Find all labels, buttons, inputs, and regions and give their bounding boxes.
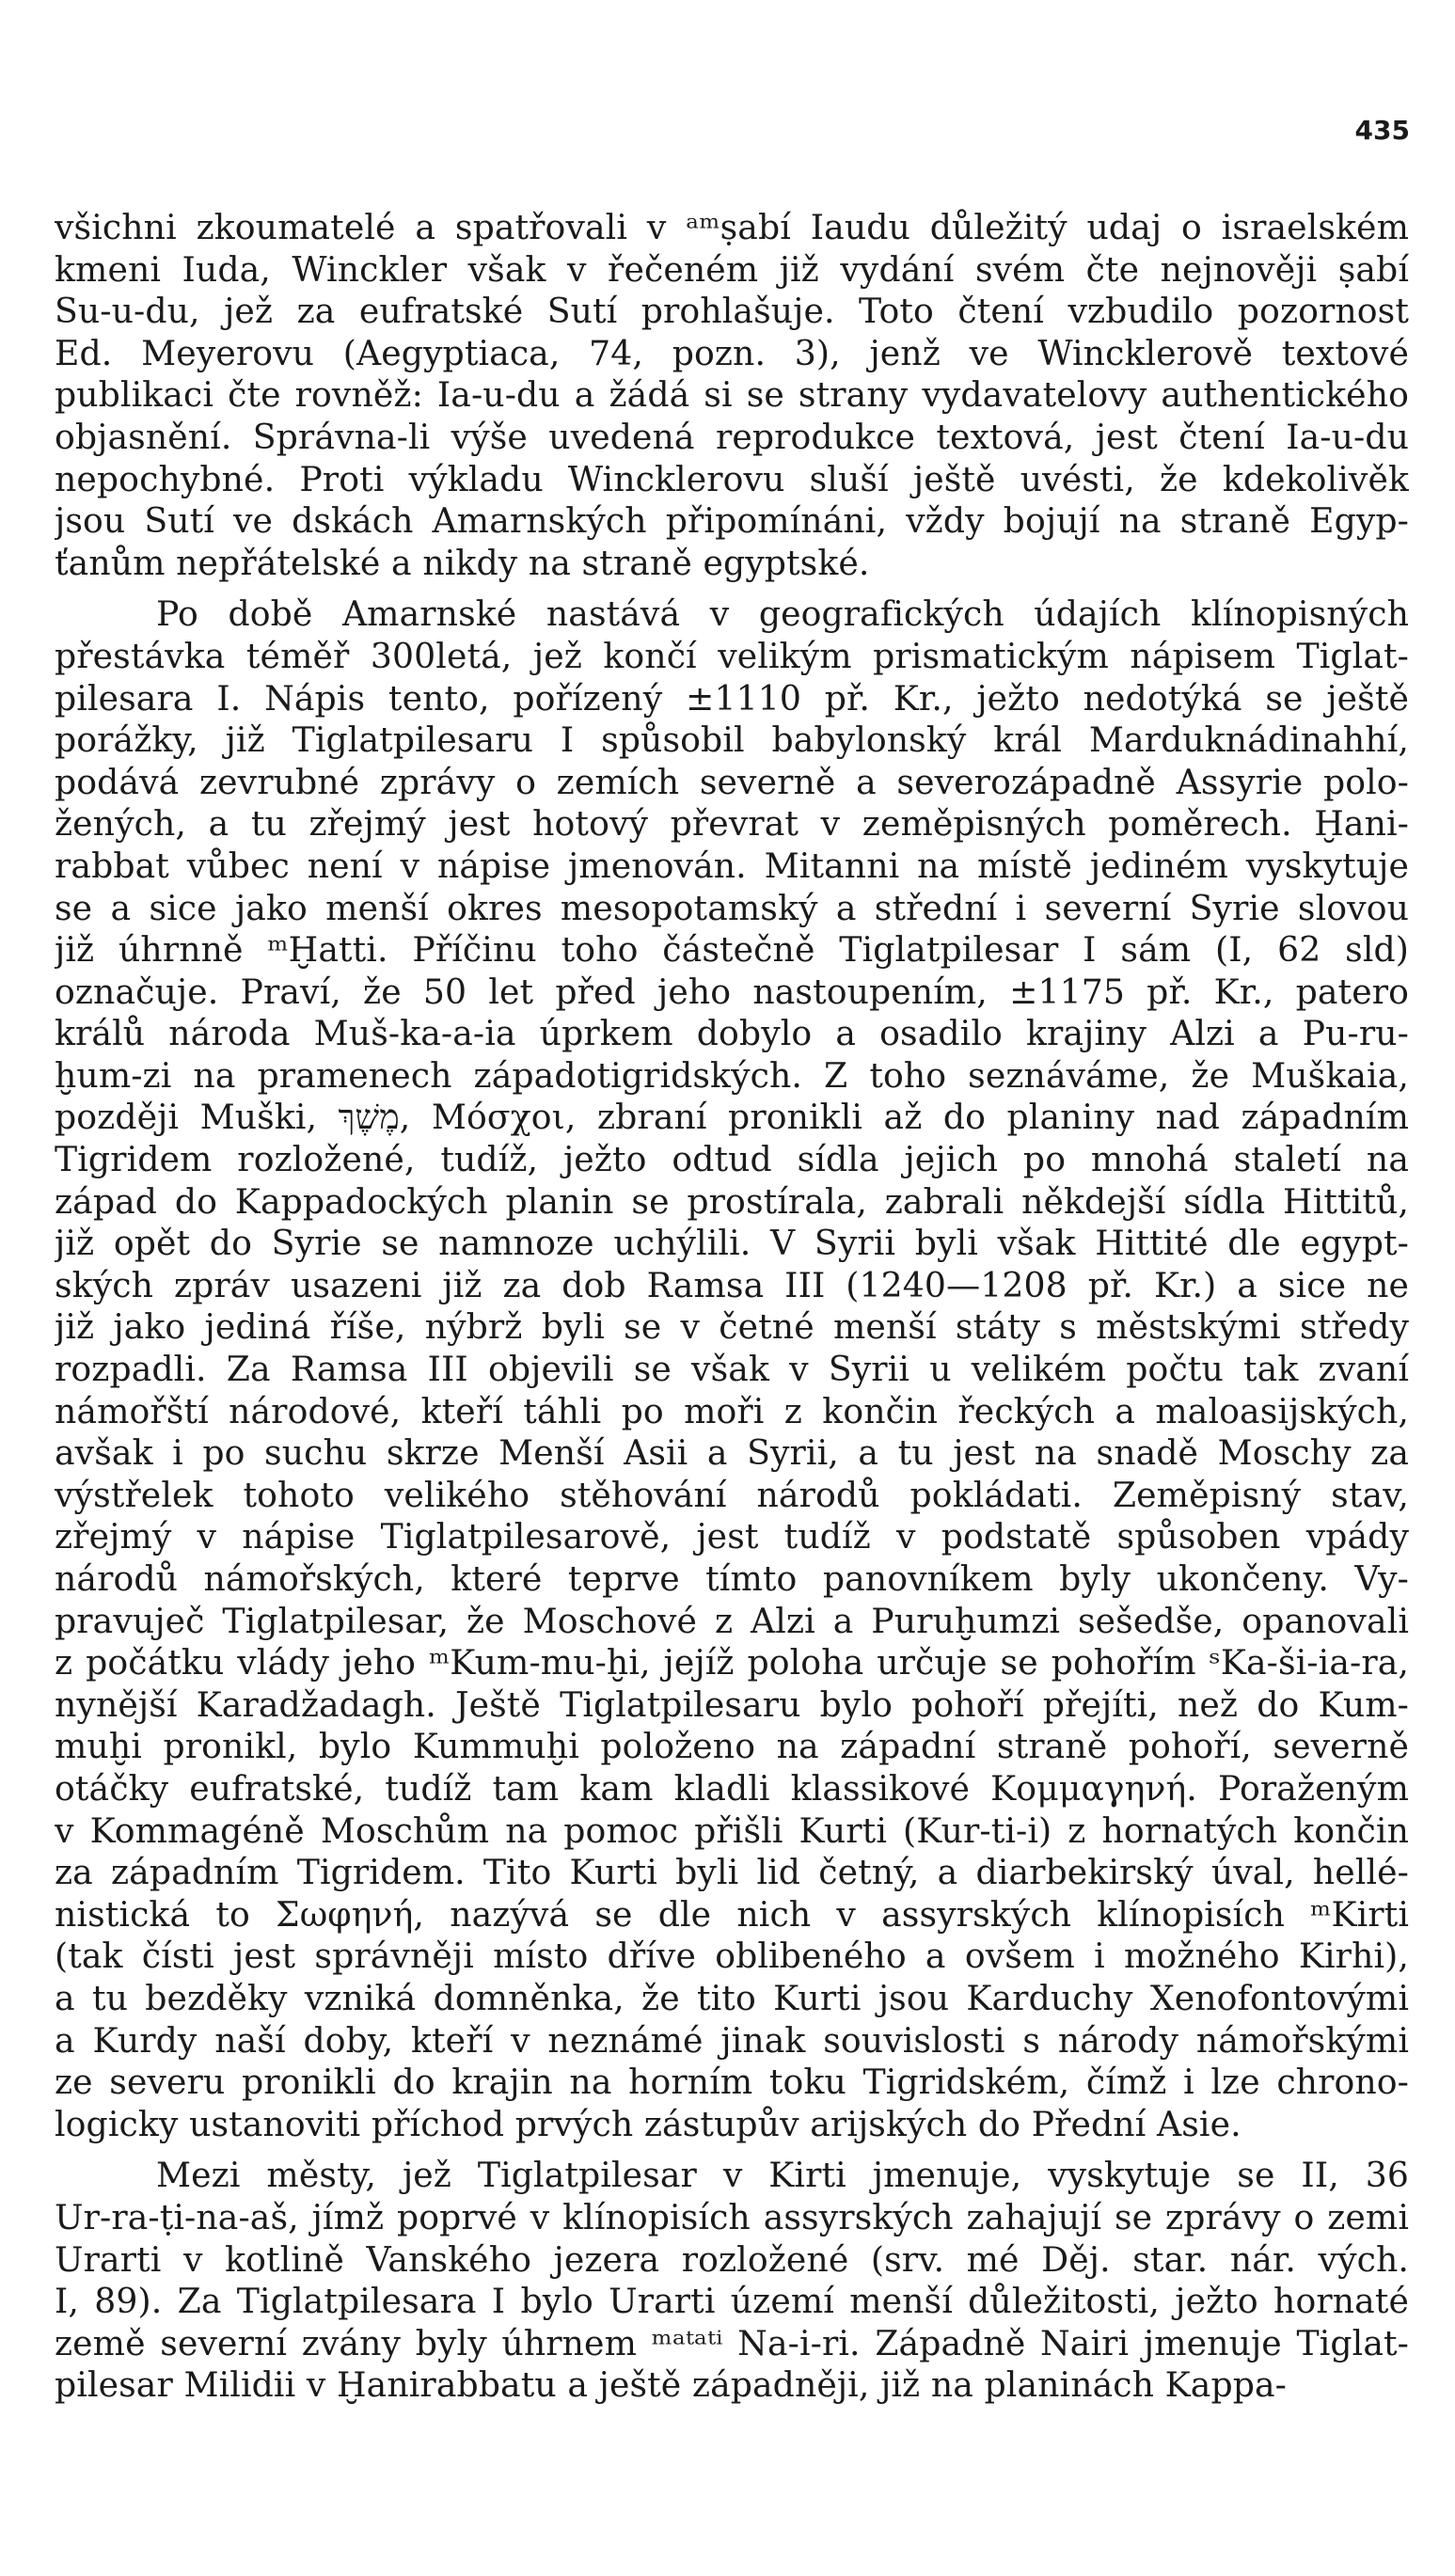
text-line: objasnění. Správna-li výše uvedená reprodukce textová, jest čtení Ia-u-du (55, 416, 1409, 457)
text-line: z počátku vlády jeho ᵐKum-mu-ḫi, jejíž poloha určuje se pohořím ˢKa-ši-ia-ra, (55, 1642, 1409, 1683)
text-line: Su-u-du, jež za eufratské Sutí prohlašuje. Toto čtení vzbudilo pozornost (55, 291, 1409, 332)
text-line: ských zpráv usazeni již za dob Ramsa III (1240—1208 př. Kr.) a sice ne (55, 1264, 1409, 1305)
text-line: výstřelek tohoto velikého stěhování národů pokládati. Zeměpisný stav, (55, 1474, 1409, 1515)
text-line: kmeni Iuda, Winckler však v řečeném již vydání svém čte nejnověji ṣabí (55, 248, 1409, 290)
text-line: již jako jediná říše, nýbrž byli se v četné menší státy s městskými středy (55, 1306, 1409, 1348)
text-line: (tak čísti jest správněji místo dříve oblibeného a ovšem i možného Kirhi), (55, 1936, 1409, 1977)
text-line: králů národa Muš-ka-a-ia úprkem dobylo a osadilo krajiny Alzi a Pu-ru- (55, 1013, 1409, 1054)
text-line: rozpadli. Za Ramsa III objevili se však v Syrii u velikém počtu tak zvaní (55, 1349, 1409, 1390)
text-line: pilesar Milidii v Ḫanirabbatu a ještě západněji, již na planinách Kappa- (55, 2364, 1288, 2406)
text-line: Ed. Meyerovu (Aegyptiaca, 74, pozn. 3), jenž ve Wincklerově textové (55, 332, 1409, 373)
text-line: ḫum-zi na pramenech západotigridských. Z toho seznáváme, že Muškaia, (55, 1054, 1409, 1096)
text-line: Mezi městy, jež Tiglatpilesar v Kirti jmenuje, vyskytuje se II, 36 (156, 2155, 1409, 2196)
text-line: již opět do Syrie se namnoze uchýlili. V Syrii byli však Hittité dle egypt- (55, 1223, 1409, 1264)
text-line: rabbat vůbec není v nápise jmenován. Mitanni na místě jediném vyskytuje (55, 845, 1409, 886)
paragraph-gap (55, 584, 1409, 593)
text-line: ze severu pronikli do krajin na horním toku Tigridském, čímž i lze chrono- (55, 2062, 1409, 2103)
text-line: otáčky eufratské, tudíž tam kam kladli klassikové Κομμαγηνή. Poraženým (55, 1767, 1409, 1809)
paragraph (55, 207, 1409, 584)
text-line: žených, a tu zřejmý jest hotový převrat v zeměpisných poměrech. Ḫani- (55, 803, 1409, 845)
text-line: nepochybné. Proti výkladu Wincklerovu sluší ještě uvésti, že kdekolivěk (55, 458, 1409, 499)
text-line: Ur-ra-ṭi-na-aš, jímž poprvé v klínopisích assyrských zahajují se zprávy o zemi (55, 2196, 1409, 2237)
text-line: pilesara I. Nápis tento, pořízený ±1110 př. Kr., ježto nedotýká se ještě (55, 677, 1409, 719)
body-text (55, 207, 1409, 2407)
text-line: jsou Sutí ve dskách Amarnských připomínáni, vždy bojují na straně Egyp- (55, 500, 1409, 542)
text-line: a tu bezděky vzniká domněnka, že tito Kurti jsou Karduchy Xenofontovými (55, 1977, 1409, 2018)
text-line: v Kommagéně Moschům na pomoc přišli Kurti (Kur-ti-i) z hornatých končin (55, 1810, 1409, 1851)
text-line: přestávka téměř 300letá, jež končí velikým prismatickým nápisem Tiglat- (55, 635, 1409, 676)
text-line: Urarti v kotlině Vanského jezera rozložené (srv. mé Děj. star. nár. vých. (55, 2238, 1409, 2280)
text-line: zřejmý v nápise Tiglatpilesarově, jest tudíž v podstatě spůsoben vpády (55, 1516, 1409, 1557)
text-line: logicky ustanoviti příchod prvých zástupův arijských do Přední Asie. (55, 2103, 1241, 2144)
text-line: I, 89). Za Tiglatpilesara I bylo Urarti území menší důležitosti, ježto hornaté (55, 2281, 1409, 2322)
text-line: podává zevrubné zprávy o zemích severně a severozápadně Assyrie polo- (55, 761, 1409, 802)
text-line: muḫi pronikl, bylo Kummuḫi položeno na západní straně pohoří, severně (55, 1726, 1409, 1767)
text-line: Po době Amarnské nastává v geografických údajích klínopisných (156, 593, 1409, 635)
text-line: se a sice jako menší okres mesopotamský a střední i severní Syrie slovou (55, 887, 1409, 928)
text-line: námořští národové, kteří táhli po moři z končin řeckých a maloasijských, (55, 1390, 1409, 1431)
text-line: pravuječ Tiglatpilesar, že Moschové z Alzi a Puruḫumzi sešedše, opanovali (55, 1600, 1409, 1641)
text-line: publikaci čte rovněž: Ia-u-du a žádá si se strany vydavatelovy authentického (55, 374, 1409, 416)
text-line: nynější Karadžadagh. Ještě Tiglatpilesaru bylo pohoří přejíti, než do Kum- (55, 1683, 1409, 1725)
text-line: všichni zkoumatelé a spatřovali v ᵃᵐṣabí Iaudu důležitý udaj o israelském (55, 207, 1409, 247)
text-line: země severní zvány byly úhrnem ᵐᵃᵗᵃᵗⁱ Na-i-ri. Západně Nairi jmenuje Tiglat- (55, 2322, 1409, 2363)
paragraph-gap (55, 2145, 1409, 2155)
text-line: západ do Kappadockých planin se prostírala, zabrali někdejší sídla Hittitů, (55, 1180, 1409, 1222)
text-line: a Kurdy naší doby, kteří v neznámé jinak souvislosti s národy námořskými (55, 2019, 1409, 2061)
text-line: ťanům nepřátelské a nikdy na straně egyptské. (55, 542, 870, 583)
text-line: nistická to Σωφηνή, nazývá se dle nich v assyrských klínopisích ᵐKirti (55, 1893, 1409, 1935)
text-line: Tigridem rozložené, tudíž, ježto odtud sídla jejich po mnohá staletí na (55, 1139, 1409, 1180)
text-line: avšak i po suchu skrze Menší Asii a Syrii, a tu jest na snadě Moschy za (55, 1432, 1409, 1474)
paragraph (55, 593, 1409, 2145)
text-line: porážky, již Tiglatpilesaru I spůsobil babylonský král Marduknádinahhí, (55, 719, 1409, 761)
text-line: již úhrnně ᵐḪatti. Příčinu toho částečně Tiglatpilesar I sám (I, 62 sld) (55, 929, 1409, 971)
page-number: 435 (1354, 115, 1410, 146)
text-line: za západním Tigridem. Tito Kurti byli lid četný, a diarbekirský úval, hellé- (55, 1852, 1409, 1893)
text-line: později Muški, מֶשֶׁךְ, Μόσχοι, zbraní pronikli až do planiny nad západním (55, 1097, 1409, 1138)
text-line: označuje. Praví, že 50 let před jeho nastoupením, ±1175 př. Kr., patero (55, 971, 1409, 1012)
paragraph (55, 2155, 1409, 2407)
text-line: národů námořských, které teprve tímto panovníkem byly ukončeny. Vy- (55, 1558, 1409, 1599)
